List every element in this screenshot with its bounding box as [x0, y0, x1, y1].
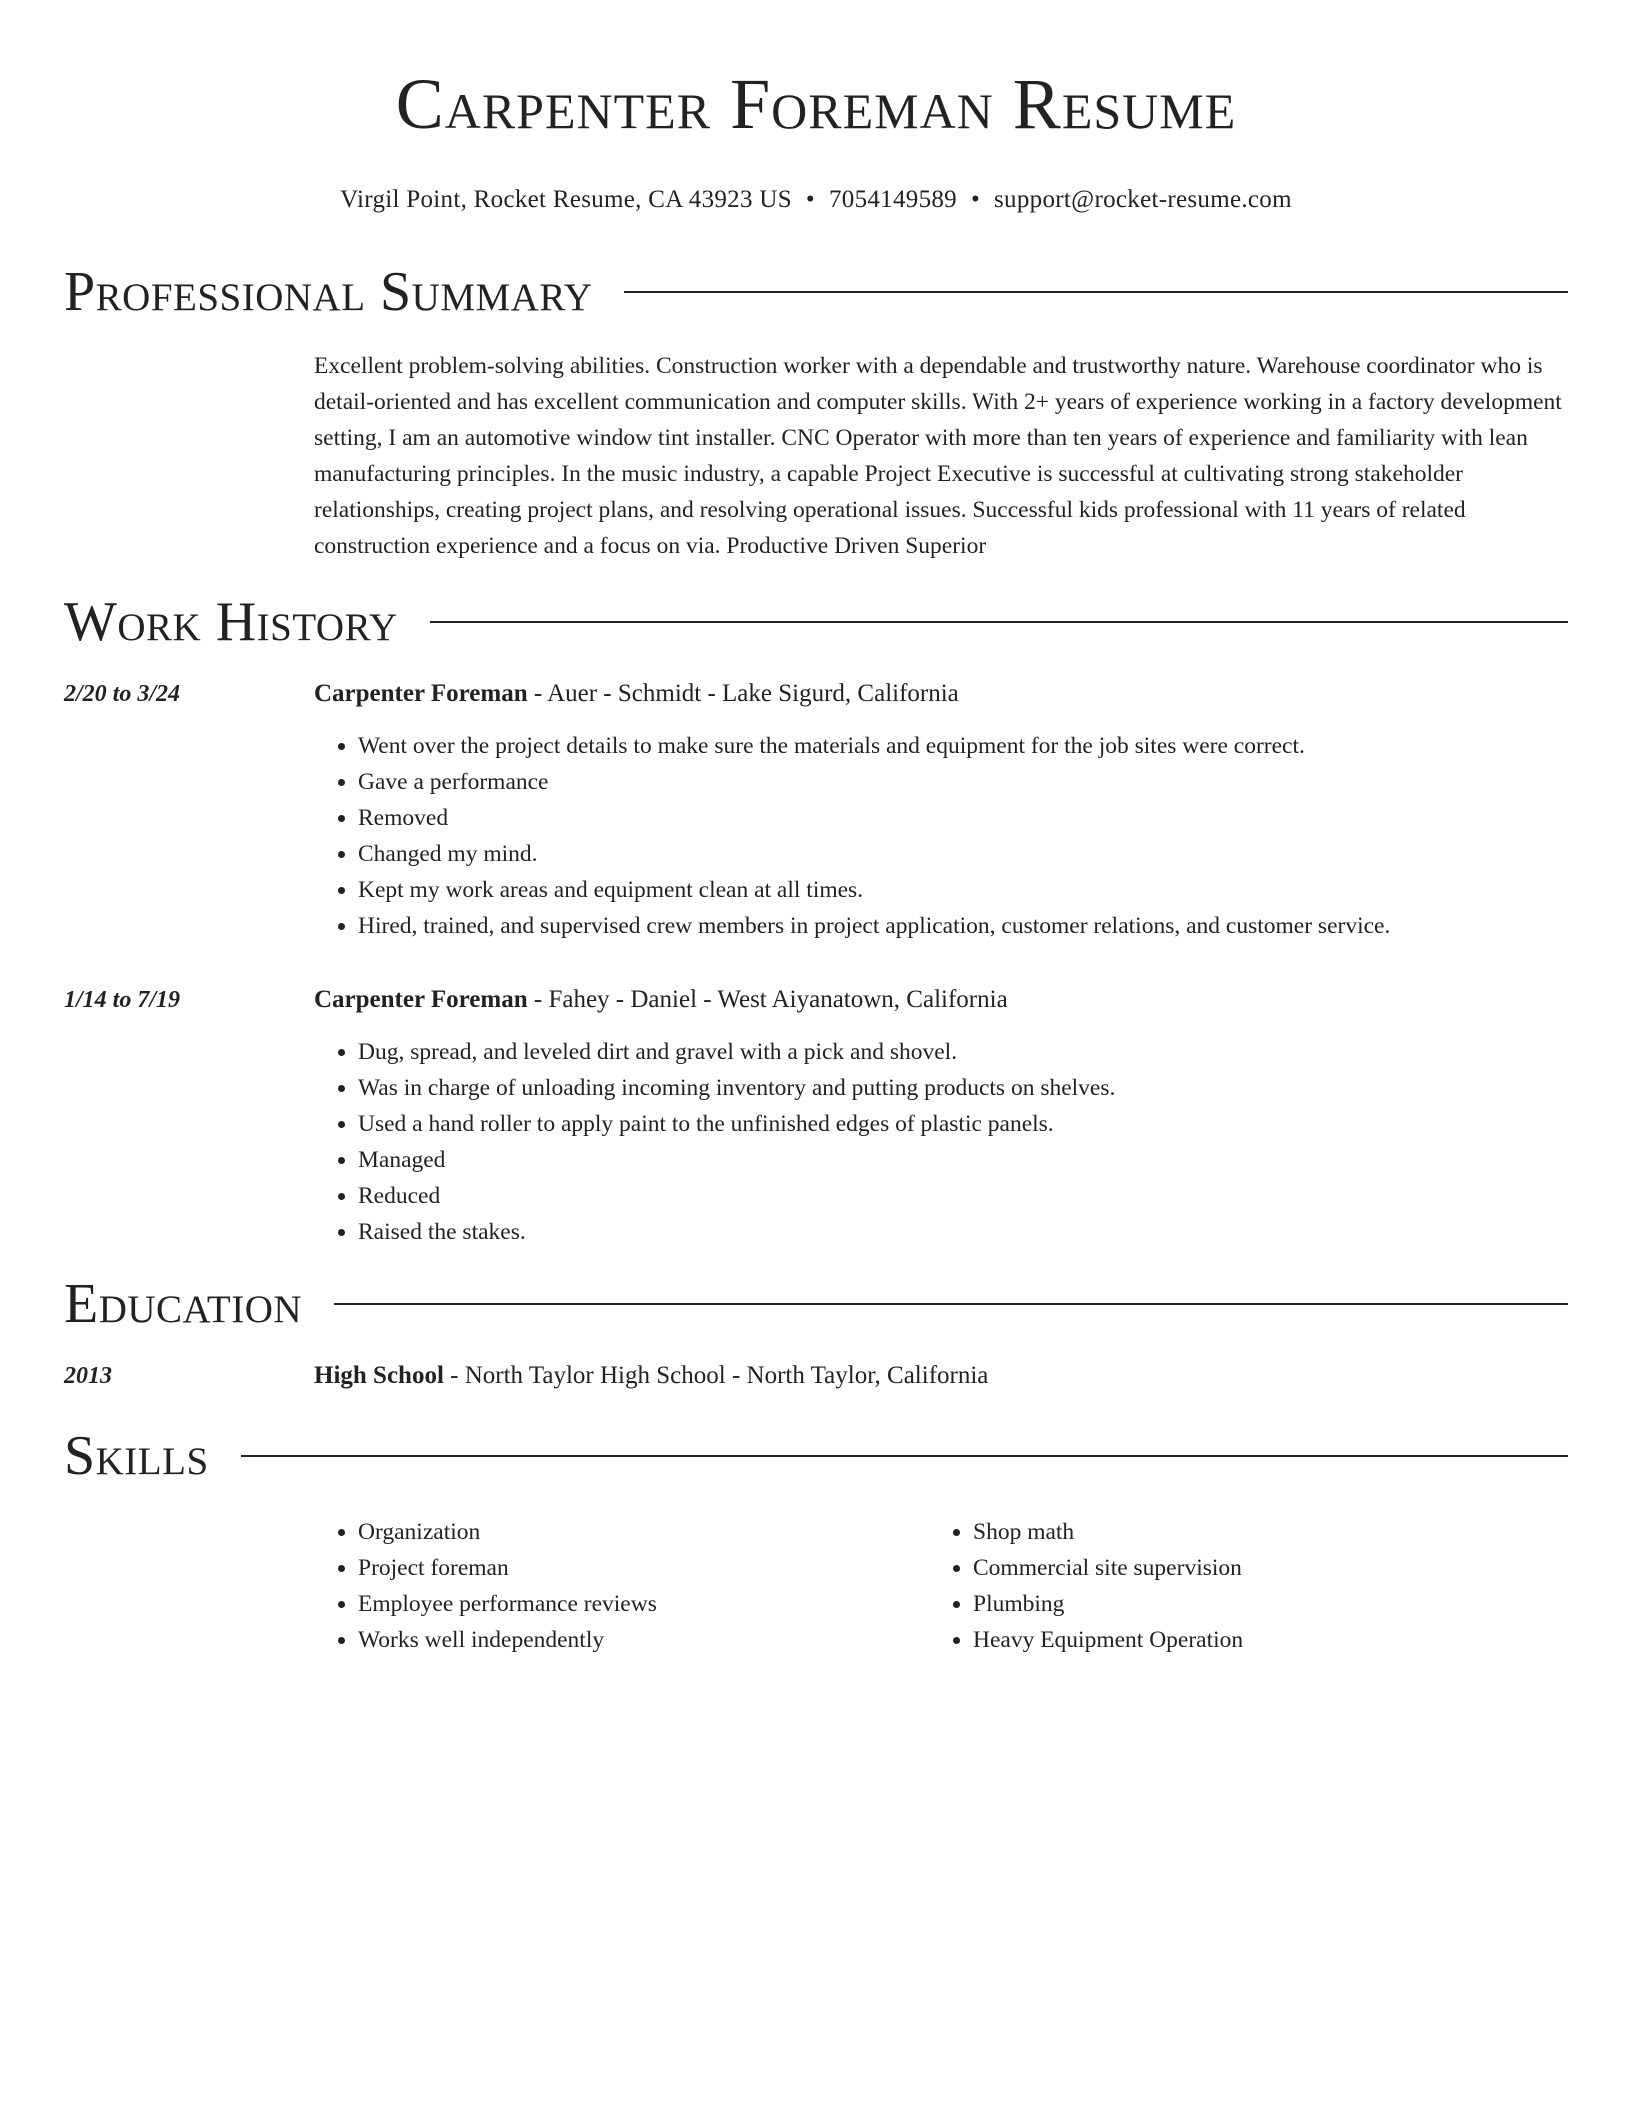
skills-column-left — [314, 1514, 929, 1658]
job-bullets — [314, 1034, 1568, 1250]
job-entry — [64, 676, 1568, 944]
education-heading-line — [314, 1358, 1568, 1394]
summary-section-header — [64, 260, 1568, 324]
work-history-section-header — [64, 590, 1568, 654]
list-item: • Project foreman — [358, 1550, 929, 1586]
resume-title: Carpenter Foreman Resume — [395, 64, 1237, 144]
contact-email: support@rocket-resume.com — [994, 186, 1292, 213]
education-heading: Education — [64, 1273, 303, 1335]
list-item: • Employee performance reviews — [358, 1586, 929, 1622]
education-entry — [64, 1358, 1568, 1394]
section-divider — [430, 621, 1568, 623]
skills-heading: Skills — [64, 1425, 209, 1487]
section-divider — [334, 1303, 1568, 1305]
list-item: • Works well independently — [358, 1622, 929, 1658]
summary-text: Excellent problem-solving abilities. Construction worker with a dependable and trustworthy nature. Warehouse coordinator who is detail-oriented and has excellent communication and computer skills. With 2+ years of experience working in a factory development setting, I am an automotive window tint installer. CNC Operator with more than ten years of experience and familiarity with lean manufacturing principles. In the music industry, a capable Project Executive is successful at cultivating strong stakeholder relationships, creating project plans, and resolving operational issues. Successful kids professional with 11 years of related construction experience and a focus on via. Productive Driven Superior — [314, 353, 1562, 559]
list-item: • Kept my work areas and equipment clean at all times. — [358, 872, 1568, 908]
job-body — [314, 982, 1568, 1250]
section-divider — [241, 1455, 1568, 1457]
list-item: • Organization — [358, 1514, 929, 1550]
contact-separator: • — [970, 186, 981, 213]
list-item: • Went over the project details to make sure the materials and equipment for the job sites were correct. — [358, 728, 1568, 764]
education-details: - North Taylor High School - North Taylor, California — [443, 1362, 989, 1389]
job-dates: 2/20 to 3/24 — [64, 681, 181, 707]
list-item: • Shop math — [973, 1514, 1544, 1550]
contact-separator: • — [805, 186, 815, 213]
job-heading — [314, 676, 1568, 712]
list-item: • Removed — [358, 800, 1568, 836]
contact-phone: 7054149589 — [828, 186, 957, 213]
job-title: Carpenter Foreman — [314, 680, 528, 707]
contact-address: Virgil Point, Rocket Resume, CA 43923 US — [340, 186, 792, 213]
list-item: • Hired, trained, and supervised crew members in project application, customer relations, and customer service. — [358, 908, 1568, 944]
list-item: • Dug, spread, and leveled dirt and gravel with a pick and shovel. — [358, 1034, 1568, 1070]
list-item: • Was in charge of unloading incoming inventory and putting products on shelves. — [358, 1070, 1568, 1106]
list-item: • Changed my mind. — [358, 836, 1568, 872]
list-item: • Managed — [358, 1142, 1568, 1178]
job-details: - Auer - Schmidt - Lake Sigurd, California — [527, 680, 959, 707]
education-degree: High School — [314, 1362, 444, 1389]
skills-column-right — [929, 1514, 1544, 1658]
list-item: • Used a hand roller to apply paint to the unfinished edges of plastic panels. — [358, 1106, 1568, 1142]
education-section-header — [64, 1272, 1568, 1336]
job-bullets — [314, 728, 1568, 944]
education-body — [314, 1358, 1568, 1394]
list-item: • Reduced — [358, 1178, 1568, 1214]
list-item: • Raised the stakes. — [358, 1214, 1568, 1250]
job-dates: 1/14 to 7/19 — [64, 987, 181, 1013]
job-title: Carpenter Foreman — [314, 986, 528, 1013]
job-entry — [64, 982, 1568, 1250]
job-details: - Fahey - Daniel - West Aiyanatown, California — [527, 986, 1008, 1013]
job-heading — [314, 982, 1568, 1018]
skills-section-header — [64, 1424, 1568, 1488]
contact-line — [64, 186, 1568, 214]
list-item: • Commercial site supervision — [973, 1550, 1544, 1586]
section-divider — [624, 291, 1568, 293]
work-history-heading: Work History — [64, 591, 398, 653]
list-item: • Gave a performance — [358, 764, 1568, 800]
list-item: • Plumbing — [973, 1586, 1544, 1622]
skills-list — [314, 1514, 1568, 1658]
list-item: • Heavy Equipment Operation — [973, 1622, 1544, 1658]
job-body — [314, 676, 1568, 944]
education-year: 2013 — [64, 1363, 112, 1389]
summary-heading: Professional Summary — [64, 261, 593, 323]
